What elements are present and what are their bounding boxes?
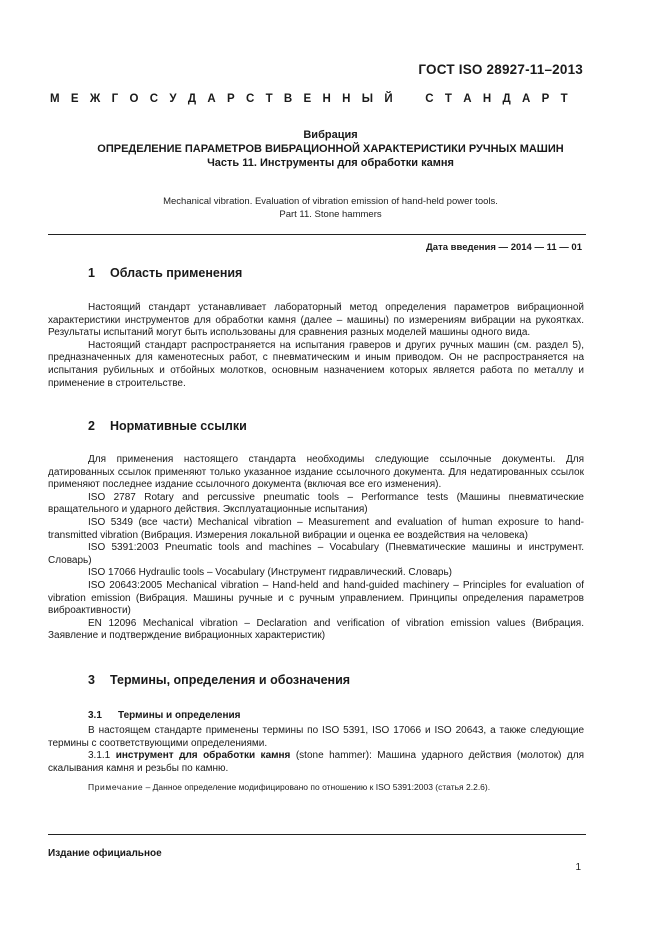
- section-1-paragraph-1: Настоящий стандарт устанавливает лабораторный метод определения параметров вибрационной характеристики инструментов для обработки камня (далее – машины) по измерениям вибрации на рукоятках. Результаты испытаний могут быть использованы для сравнения разных моделей машины одного вида.: [48, 302, 584, 339]
- banner-letter: Е: [303, 93, 312, 105]
- section-2-heading: [88, 419, 247, 433]
- banner-letter: Т: [444, 93, 452, 105]
- banner-letter: Н: [482, 93, 492, 105]
- banner-letter: Н: [322, 93, 331, 105]
- banner-letter: Ж: [89, 93, 101, 105]
- banner-letter: А: [207, 93, 216, 105]
- english-title: [60, 195, 601, 221]
- banner-letter: У: [169, 93, 177, 105]
- term-definition: [48, 750, 584, 775]
- banner-letter: С: [149, 93, 159, 105]
- banner-letter: Г: [111, 93, 119, 105]
- banner-letter: Д: [502, 93, 511, 105]
- english-title-line-1: Mechanical vibration. Evaluation of vibration emission of hand-held power tools.: [163, 196, 498, 207]
- subsection-3-1-number: 3.1: [88, 710, 102, 721]
- banner-letter: Й: [384, 93, 393, 105]
- banner-letter: О: [129, 93, 139, 105]
- banner-letter: Д: [187, 93, 197, 105]
- note-text: – Данное определение модифицировано по отношению к ISO 5391:2003 (статья 2.2.6).: [143, 782, 491, 792]
- reference-item: ISO 2787 Rotary and percussive pneumatic tools – Performance tests (Машины пневматические вращательного и ударного действия. Эксплуатационные испытания): [48, 491, 584, 516]
- reference-item: ISO 20643:2005 Mechanical vibration – Hand-held and hand-guided machinery – Principles for evaluation of vibration emission (Вибрация. Машины ручные и с ручным управлением. Принципы определения параметров виброактивности): [48, 579, 584, 617]
- interstate-standard-banner: [50, 93, 568, 105]
- subsection-3-1-heading: [88, 710, 241, 721]
- section-2-number: 2: [88, 419, 95, 433]
- note: [88, 781, 588, 793]
- english-title-line-2: Part 11. Stone hammers: [279, 209, 382, 220]
- banner-letter: С: [245, 93, 255, 105]
- section-3-paragraph-1: В настоящем стандарте применены термины по ISO 5391, ISO 17066 и ISO 20643, а также следующие термины с соответствующими определениями.: [48, 725, 584, 749]
- subsection-3-1-title: Термины и определения: [118, 710, 241, 721]
- banner-letter: Ы: [361, 93, 374, 105]
- banner-letter: А: [463, 93, 472, 105]
- introduction-date: Дата введения — 2014 — 11 — 01: [426, 242, 582, 253]
- note-label: Примечание: [88, 782, 144, 792]
- banner-letter: В: [283, 93, 293, 105]
- section-1-body: [48, 302, 584, 390]
- section-3-body: [48, 725, 584, 775]
- section-3-number: 3: [88, 673, 95, 687]
- section-3-title: Термины, определения и обозначения: [110, 673, 351, 687]
- footer-divider: [48, 834, 586, 835]
- section-1-heading: [88, 266, 242, 280]
- banner-letter: С: [425, 93, 434, 105]
- banner-letter: [404, 93, 414, 105]
- title-block: [60, 128, 601, 170]
- title-line-3: Часть 11. Инструменты для обработки камня: [207, 157, 454, 169]
- banner-letter: А: [521, 93, 531, 105]
- section-3-heading: [88, 673, 350, 687]
- section-1-paragraph-2: Настоящий стандарт распространяется на испытания граверов и других ручных машин (см. раздел 5), предназначенных для каменотесных работ, с пневматическим и иным приводом. Он не распространяется на испытания рубильных и отбойных молотков, основным назначением которых является работа по металлу и применение в строительстве.: [48, 339, 584, 389]
- page-number: 1: [575, 862, 581, 873]
- section-2-intro: Для применения настоящего стандарта необходимы следующие ссылочные документы. Для датированных ссылок применяют только указанное издание ссылочного документа. Для недатированных ссылок применяют последнее издание ссылочного документа (включая все его изменения).: [48, 454, 584, 491]
- banner-letter: Р: [226, 93, 235, 105]
- section-1-title: Область применения: [110, 266, 243, 280]
- header-divider: [48, 234, 586, 235]
- banner-letter: Т: [560, 93, 568, 105]
- reference-item: ISO 5391:2003 Pneumatic tools and machines – Vocabulary (Пневматические машины и инструмент. Словарь): [48, 542, 584, 566]
- reference-item: EN 12096 Mechanical vibration – Declaration and verification of vibration emission values (Вибрация. Заявление и подтверждение вибрационных характеристик): [48, 617, 584, 642]
- banner-letter: Т: [265, 93, 273, 105]
- section-1-number: 1: [88, 266, 95, 280]
- section-2-body: [48, 454, 584, 643]
- term-name: инструмент для обработки камня: [115, 750, 291, 762]
- section-2-title: Нормативные ссылки: [110, 419, 247, 433]
- standard-number: ГОСТ ISO 28927-11–2013: [418, 62, 583, 77]
- reference-item: ISO 5349 (все части) Mechanical vibration – Measurement and evaluation of human exposure to hand-transmitted vibration (Вибрация. Измерения локальной вибрации и оценка ее воздействия на человека): [48, 516, 584, 541]
- term-definition-text: (stone hammer): Машина ударного действия (молоток) для скалывания камня и резьбы по камню.: [48, 750, 585, 774]
- term-number: 3.1.1: [88, 750, 111, 762]
- title-line-2: ОПРЕДЕЛЕНИЕ ПАРАМЕТРОВ ВИБРАЦИОННОЙ ХАРАКТЕРИСТИКИ РУЧНЫХ МАШИН: [97, 143, 564, 155]
- banner-letter: Е: [70, 93, 79, 105]
- reference-item: ISO 17066 Hydraulic tools – Vocabulary (Инструмент гидравлический. Словарь): [88, 567, 452, 579]
- edition-label: Издание официальное: [48, 848, 162, 859]
- banner-letter: М: [50, 93, 60, 105]
- banner-letter: Р: [541, 93, 550, 105]
- title-line-1: Вибрация: [303, 129, 358, 141]
- banner-letter: Н: [342, 93, 351, 105]
